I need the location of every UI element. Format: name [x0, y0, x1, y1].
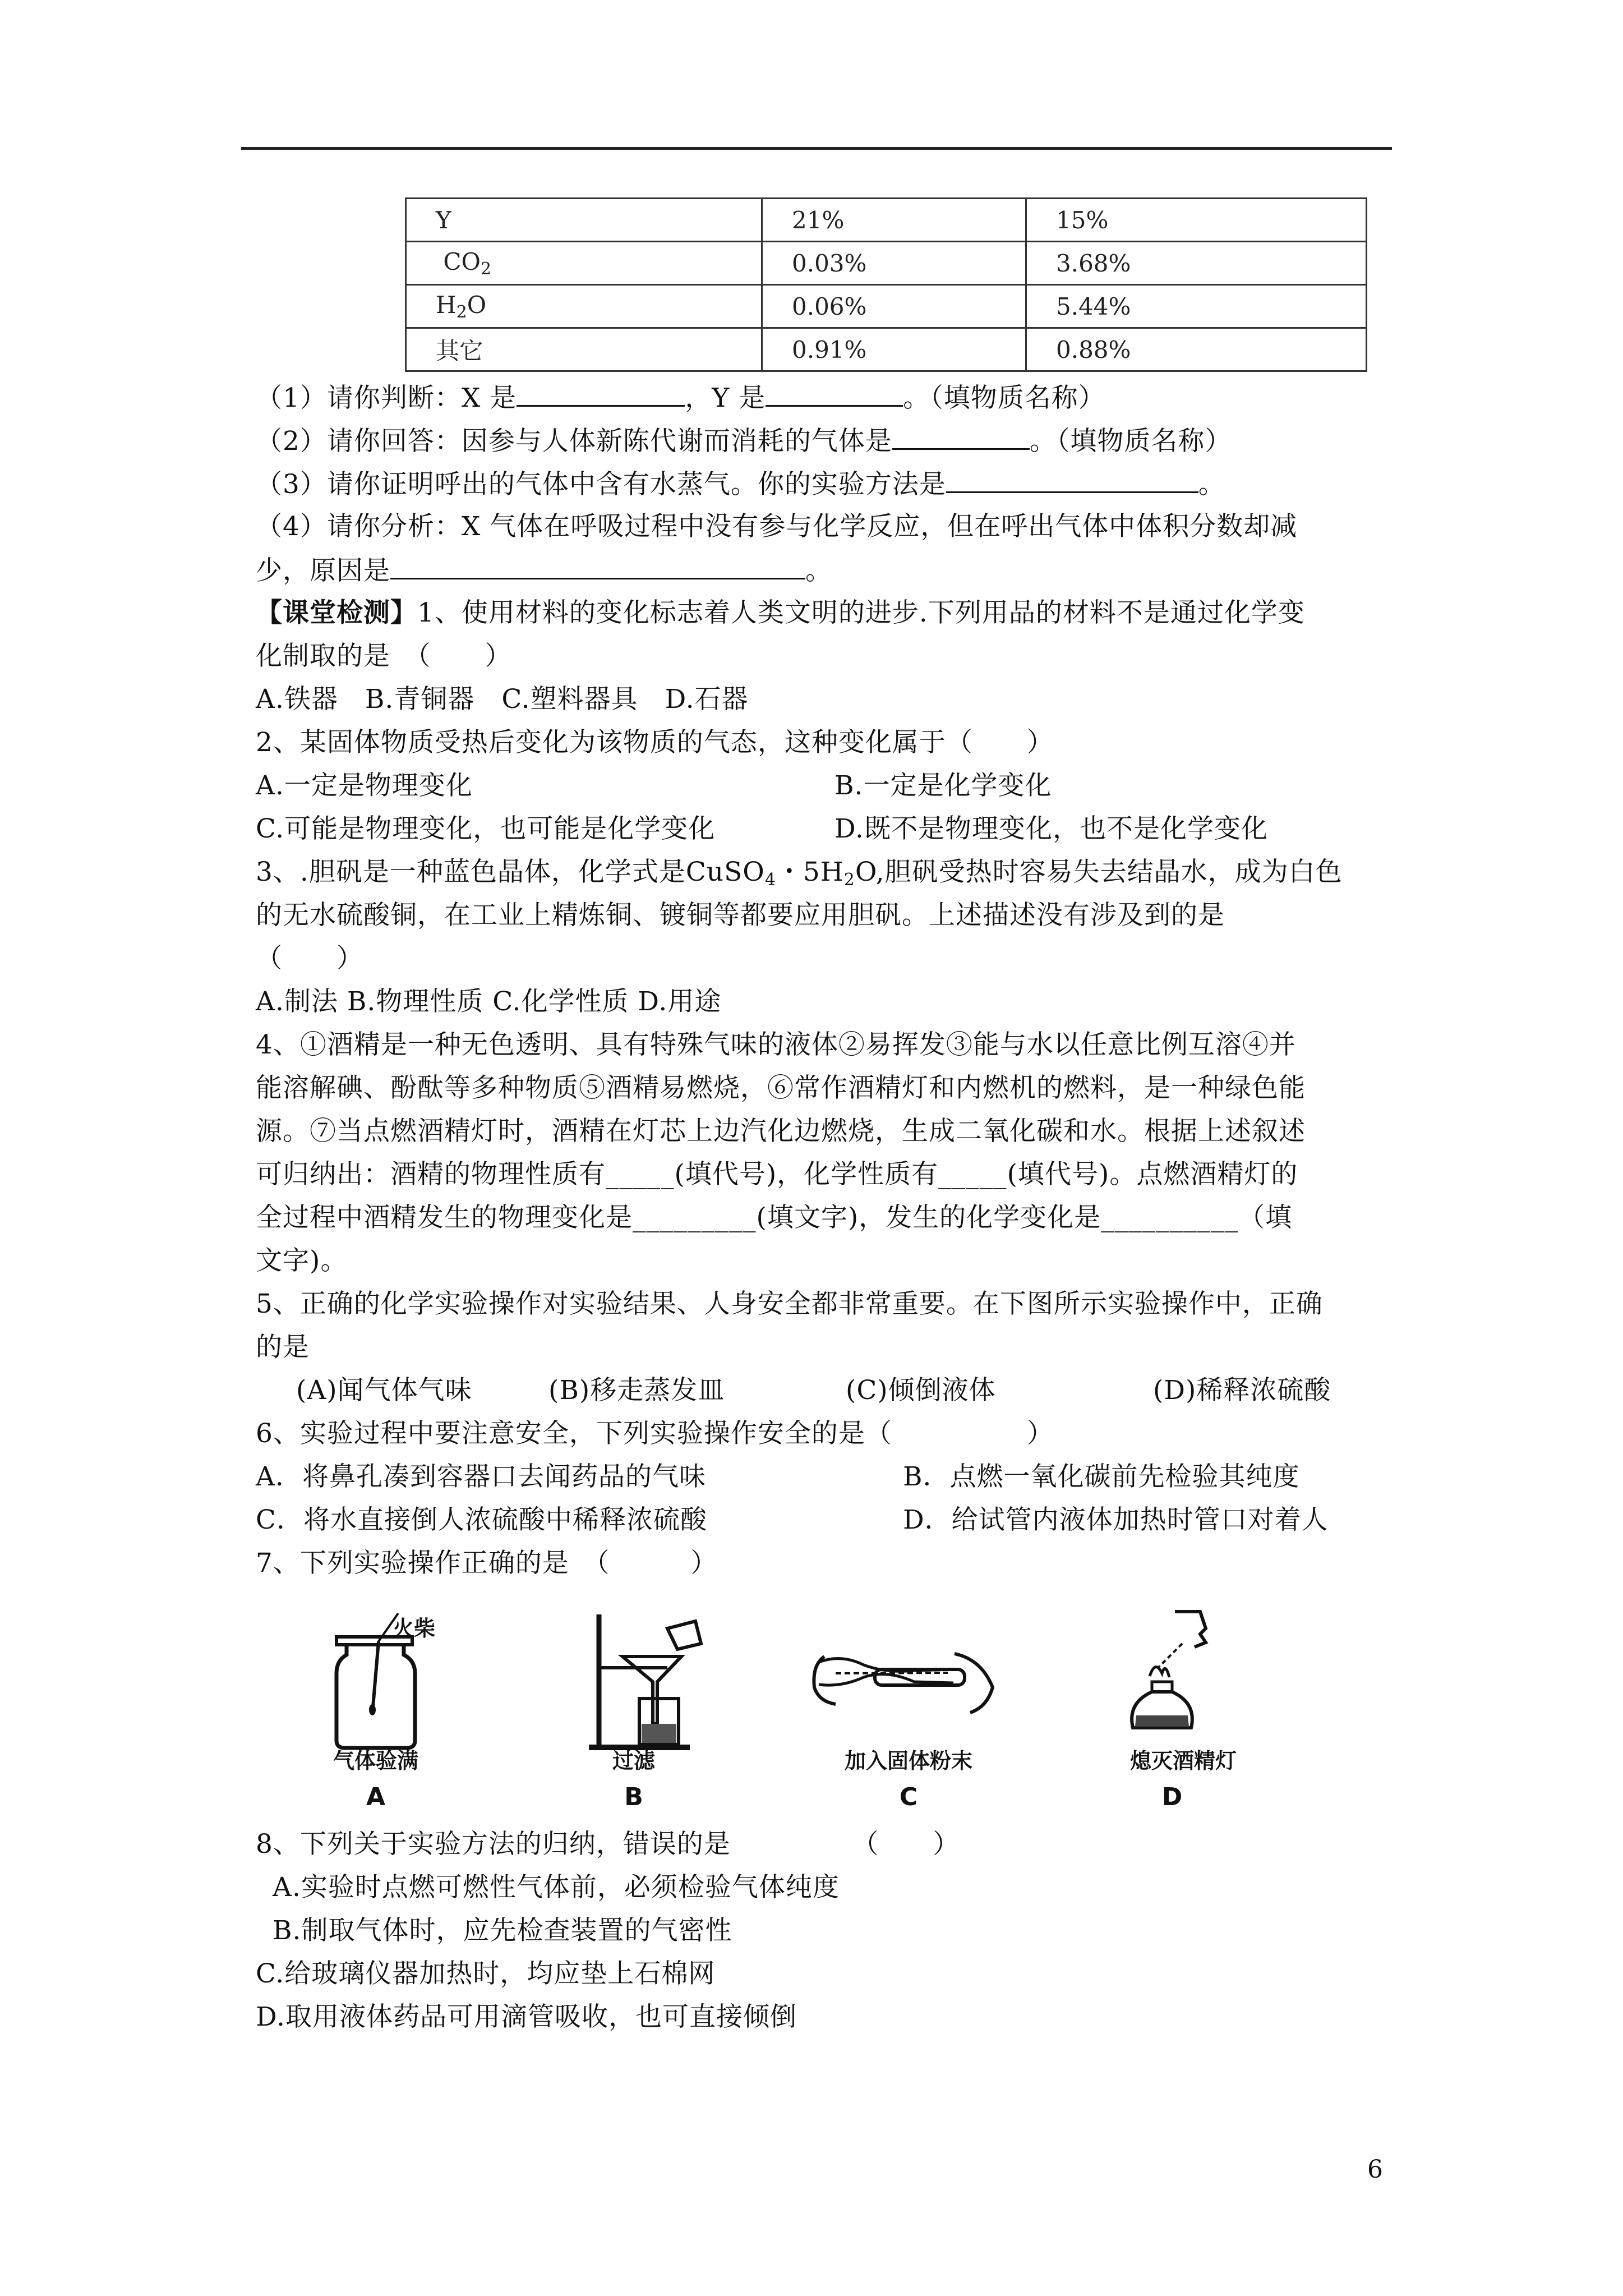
- figure-caption: 熄灭酒精灯: [1129, 1748, 1237, 1773]
- question-3: [256, 467, 1225, 501]
- question-text: 1、使用材料的变化标志着人类文明的进步.下列用品的材料不是通过化学变: [417, 597, 1305, 628]
- check-q6: 6、实验过程中要注意安全，下列实验操作安全的是（ ）: [256, 1418, 1054, 1449]
- answer-blank[interactable]: [892, 424, 1030, 450]
- figure-letter: C: [899, 1783, 918, 1811]
- check-q5-line-1: 5、正确的化学实验操作对实验结果、人身安全都非常重要。在下图所示实验操作中，正确: [256, 1289, 1323, 1319]
- question-text: ，Y 是: [685, 383, 766, 413]
- check-q8: 8、下列关于实验方法的归纳，错误的是 （ ）: [256, 1829, 960, 1860]
- check-q4-line-1: 4、①酒精是一种无色透明、具有特殊气味的液体②易挥发③能与水以任意比例互溶④并: [256, 1029, 1296, 1060]
- table-cell: 15%: [1026, 199, 1367, 242]
- table-cell: 0.06%: [762, 285, 1026, 328]
- page-number: 6: [1367, 2155, 1383, 2184]
- option: C.给玻璃仪器加热时，均应垫上石棉网: [256, 1958, 716, 1989]
- option: C．将水直接倒人浓硫酸中稀释浓硫酸: [256, 1504, 707, 1535]
- question-text: ・5H: [776, 857, 844, 887]
- check-q2: 2、某固体物质受热后变化为该物质的气态，这种变化属于（ ）: [256, 727, 1054, 758]
- check-q5-line-2: 的是: [256, 1332, 310, 1363]
- option: B.一定是化学变化: [834, 770, 1052, 801]
- check-q4-line-3: 源。⑦当点燃酒精灯时，酒精在灯芯上边汽化边燃烧，生成二氧化碳和水。根据上述叙述: [256, 1116, 1306, 1147]
- check-q4-line-6: 文字)。: [256, 1245, 348, 1276]
- option: C.可能是物理变化，也可能是化学变化: [256, 813, 716, 844]
- option: (B)移走蒸发皿: [548, 1375, 725, 1406]
- figure-letter: B: [624, 1783, 643, 1811]
- question-text: 少，原因是: [256, 555, 390, 586]
- check-q3-options: A.制法 B.物理性质 C.化学性质 D.用途: [256, 986, 722, 1017]
- check-q4-line-2: 能溶解碘、酚酞等多种物质⑤酒精易燃烧，⑥常作酒精灯和内燃机的燃料，是一种绿色能: [256, 1073, 1306, 1103]
- lab-operation-figures: [314, 1603, 1346, 1822]
- figure-caption: 加入固体粉末: [844, 1748, 972, 1773]
- check-q1-options: A.铁器 B.青铜器 C.塑料器具 D.石器: [256, 684, 749, 715]
- check-q3-line-2: 的无水硫酸铜，在工业上精炼铜、镀铜等都要应用胆矾。上述描述没有涉及到的是: [256, 900, 1225, 931]
- header-rule: [241, 147, 1392, 150]
- question-text: 。（填物质名称）: [1029, 426, 1232, 457]
- question-text: O,胆矾受热时容易失去结晶水，成为白色: [855, 857, 1343, 887]
- table-cell: [406, 285, 762, 328]
- check-q1-line-2: 化制取的是 （ ）: [256, 641, 512, 671]
- answer-blank[interactable]: [946, 467, 1198, 493]
- gas-composition-table: [405, 197, 1367, 372]
- check-q7: 7、下列实验操作正确的是 （ ）: [256, 1548, 718, 1579]
- alcohol-lamp-icon: [1116, 1603, 1262, 1749]
- option: (C)倾倒液体: [846, 1375, 996, 1406]
- option: D.取用液体药品可用滴管吸收，也可直接倾倒: [256, 2001, 797, 2032]
- test-tube-powder-icon: [808, 1603, 1009, 1743]
- option: D.既不是物理变化，也不是化学变化: [834, 813, 1268, 844]
- table-cell: 21%: [762, 199, 1026, 242]
- table-cell: 0.91%: [762, 328, 1026, 371]
- question-text: 。: [805, 555, 832, 586]
- option: (D)稀释浓硫酸: [1153, 1375, 1331, 1406]
- question-1: [256, 380, 1105, 415]
- answer-blank[interactable]: [390, 553, 805, 579]
- option: A．将鼻孔凑到容器口去闻药品的气味: [256, 1461, 706, 1492]
- check-q3-line-1: [256, 855, 1343, 897]
- formula-subscript: 2: [843, 870, 855, 890]
- figure-letter: D: [1161, 1783, 1183, 1811]
- question-4-line-2: [256, 553, 832, 588]
- question-4-line-1: （4）请你分析：X 气体在呼吸过程中没有参与化学反应，但在呼出气体中体积分数却减: [256, 511, 1298, 542]
- formula-text: H: [436, 291, 457, 319]
- question-text: （3）请你证明呼出的气体中含有水蒸气。你的实验方法是: [256, 469, 946, 500]
- figure-filtration: [583, 1603, 718, 1811]
- table-row: [406, 242, 1367, 285]
- answer-blank[interactable]: [517, 380, 685, 407]
- figure-letter: A: [366, 1783, 386, 1811]
- question-text: 。: [1198, 469, 1225, 500]
- section-heading: 【课堂检测】: [256, 597, 417, 628]
- option: D．给试管内液体加热时管口对着人: [903, 1504, 1329, 1535]
- check-q1-line-1: [256, 596, 1305, 630]
- formula-subscript: 2: [456, 302, 467, 322]
- figure-add-powder: [808, 1603, 1009, 1811]
- table-cell: 5.44%: [1026, 285, 1367, 328]
- figure-label: 火柴: [393, 1616, 436, 1641]
- option: A.一定是物理变化: [256, 770, 473, 801]
- formula-subscript: 2: [480, 259, 492, 279]
- table-row: [406, 328, 1367, 371]
- option: B．点燃一氧化碳前先检验其纯度: [903, 1461, 1300, 1492]
- question-text: （2）请你回答：因参与人体新陈代谢而消耗的气体是: [256, 426, 892, 457]
- table-cell: 其它: [406, 328, 762, 371]
- check-q3-line-3: （ ）: [256, 943, 363, 974]
- table-cell: 0.88%: [1026, 328, 1367, 371]
- table-cell: Y: [406, 199, 762, 242]
- question-text: （1）请你判断：X 是: [256, 383, 517, 413]
- question-text: 。（填物质名称）: [903, 383, 1105, 413]
- figure-extinguish-lamp: [1116, 1603, 1262, 1811]
- question-2: [256, 424, 1232, 458]
- question-text: 3、.胆矾是一种蓝色晶体，化学式是CuSO: [256, 857, 765, 887]
- option: A.实验时点燃可燃性气体前，必须检验气体纯度: [273, 1872, 840, 1903]
- option: (A)闻气体气味: [296, 1375, 472, 1406]
- table-cell: 0.03%: [762, 242, 1026, 285]
- formula-text: O: [467, 291, 487, 319]
- figure-caption: 气体验满: [333, 1748, 418, 1773]
- figure-gas-test: [314, 1603, 482, 1811]
- table-cell: [406, 242, 762, 285]
- table-row: [406, 285, 1367, 328]
- table-row: [406, 199, 1367, 242]
- check-q4-line-5: 全过程中酒精发生的物理变化是_________(填文字)，发生的化学变化是__________（填: [256, 1202, 1293, 1233]
- formula-text: CO: [443, 247, 481, 275]
- check-q4-line-4: 可归纳出：酒精的物理性质有_____(填代号)，化学性质有_____(填代号)。点燃酒精灯的: [256, 1159, 1298, 1190]
- figure-caption: 过滤: [612, 1748, 655, 1773]
- answer-blank[interactable]: [766, 380, 903, 407]
- formula-subscript: 4: [764, 870, 776, 890]
- option: B.制取气体时，应先检查装置的气密性: [273, 1915, 732, 1946]
- table-cell: 3.68%: [1026, 242, 1367, 285]
